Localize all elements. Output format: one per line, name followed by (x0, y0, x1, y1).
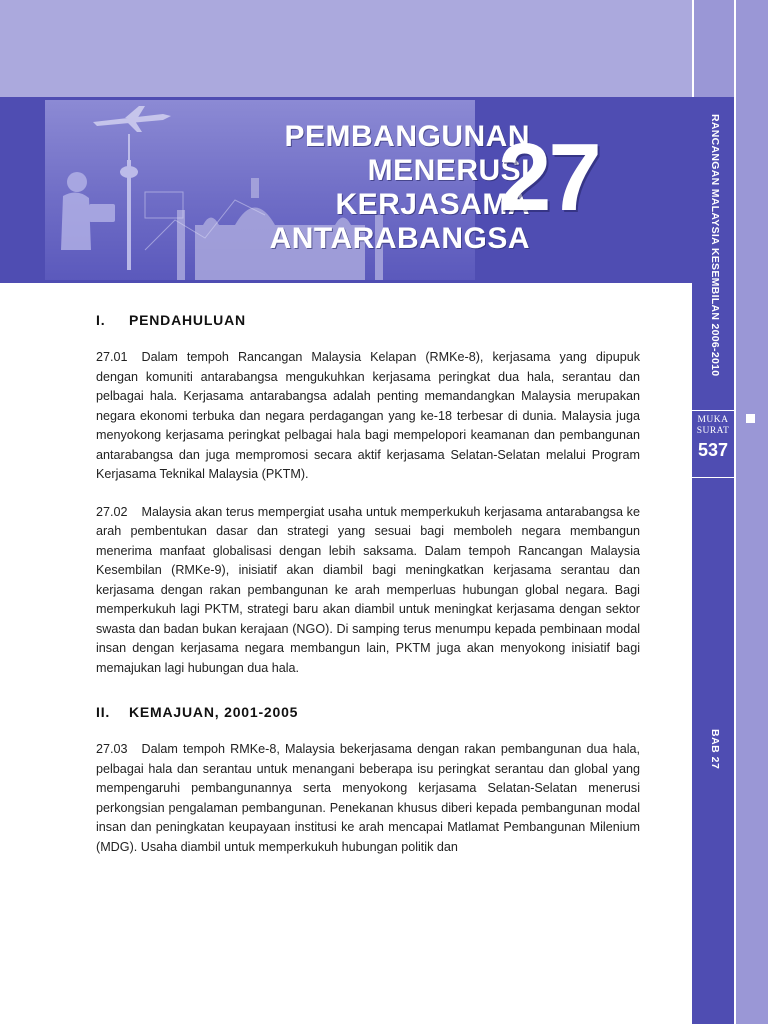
sidebar-divider (734, 0, 736, 1024)
section-title: PENDAHULUAN (129, 312, 246, 328)
chapter-title (210, 120, 530, 256)
paragraph-text: Malaysia akan terus mempergiat usaha untuk memperkukuh kerjasama antarabangsa ke arah pembentukan dasar dan strategi yang sesuai bagi memboleh negara membangun menerima manfaat globalisasi dengan lebih saksama. Dalam tempoh Rancangan Malaysia Kesembilan (RMKe-9), inisiatif akan diambil bagi meningkatkan kerjasama serantau dan kerjasama dengan rakan pembangunan ke arah memperluas hubungan global negara. Bagi memperkukuh lagi PKTM, strategi baru akan diambil untuk meningkat kerjasama dengan sektor swasta dan badan bukan kerajaan (NGO). Di samping terus menumpu kepada pembinaan modal insan dengan kerjasama negara membangun lain, PKTM juga akan menyokong inisiatif bagi memajukan lagi hubungan dua hala. (96, 504, 640, 675)
section-title: KEMAJUAN, 2001-2005 (129, 704, 299, 720)
paragraph-text: Dalam tempoh Rancangan Malaysia Kelapan (RMKe-8), kerjasama yang dipupuk dengan komuniti antarabangsa mengukuhkan kerjasama peringkat dua hala, serantau dan pelbagai hala. Kerjasama antarabangsa adalah penting memandangkan Malaysia merupakan negara ekonomi terbuka dan negara perdagangan yang ke-18 terbesar di dunia. Malaysia juga menyokong kerjasama peringkat pelbagai hala bagi mempelopori keamanan dan pembangunan antarabangsa dan juga mempromosi secara aktif kerjasama Selatan-Selatan melalui Program Kerjasama Teknikal Malaysia (PKTM). (96, 350, 640, 481)
paragraph (96, 503, 640, 679)
section-heading (96, 312, 640, 328)
page-label-surat: SURAT (696, 426, 730, 436)
main-content (96, 300, 640, 875)
paragraph (96, 740, 640, 857)
chapter-title-line: PEMBANGUNAN (284, 120, 530, 153)
top-band (0, 0, 692, 97)
sidebar-top-divider (692, 0, 694, 97)
paragraph-number: 27.01 (96, 350, 128, 364)
paragraph (96, 348, 640, 485)
section-number: II. (96, 704, 111, 720)
section-heading (96, 704, 640, 720)
paragraph-number: 27.03 (96, 742, 128, 756)
page-number: 537 (697, 440, 729, 460)
paragraph-text: Dalam tempoh RMKe-8, Malaysia bekerjasama dengan rakan pembangunan dua hala, pelbagai hala dan serantau untuk menangani beberapa isu peringkat serantau dan global yang mempengaruhi pembangunannya serta menyokong kerjasama Selatan-Selatan menerusi perkongsian pengalaman pembangunan. Penekanan khusus diberi kepada pembangunan modal insan dan peningkatan keupayaan institusi ke arah mencapai Matlamat Pembangunan Milenium (MDG). Usaha diambil untuk memperkukuh hubungan politik dan (96, 742, 640, 854)
page-label-muka: MUKA (697, 415, 729, 425)
chapter-title-line: KERJASAMA (335, 188, 530, 221)
chapter-title-line: ANTARABANGSA (269, 222, 530, 255)
chapter-number: 27 (498, 124, 599, 231)
chapter-title-line: MENERUSI (367, 154, 530, 187)
paragraph-number: 27.02 (96, 504, 128, 519)
book-title-vertical: RANCANGAN MALAYSIA KESEMBILAN 2006-2010 (709, 114, 721, 377)
page-marker-square (746, 414, 755, 423)
chapter-label-vertical: BAB 27 (709, 729, 721, 770)
page-number-box (692, 410, 734, 478)
section-number: I. (96, 312, 106, 328)
